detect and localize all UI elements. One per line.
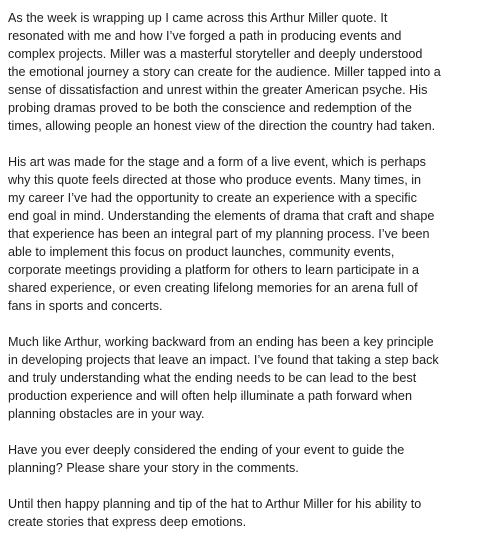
text-line: the emotional journey a story can create for the audience. Miller tapped into a: [8, 65, 441, 79]
text-line: that experience has been an integral part of my planning process. I’ve been: [8, 227, 430, 241]
text-line: fans in sports and concerts.: [8, 299, 163, 313]
text-line: my career I’ve had the opportunity to create an experience with a specific: [8, 191, 417, 205]
text-line: why this quote feels directed at those who produce events. Many times, in: [8, 173, 422, 187]
text-line: Much like Arthur, working backward from an ending has been a key principle: [8, 335, 434, 349]
text-line: sense of dissatisfaction and unrest within the greater American psyche. His: [8, 83, 428, 97]
text-line: Until then happy planning and tip of the hat to Arthur Miller for his ability to: [8, 497, 422, 511]
text-line: resonated with me and how I’ve forged a path in producing events and: [8, 29, 402, 43]
text-line: planning obstacles are in your way.: [8, 407, 205, 421]
paragraph-closing: [8, 495, 478, 531]
text-line: end goal in mind. Understanding the elements of drama that craft and shape: [8, 209, 435, 223]
paragraph-live-event: [8, 153, 478, 315]
text-line: corporate meetings providing a platform for others to learn participate in a: [8, 263, 420, 277]
text-line: shared experience, or even creating lifelong memories for an arena full of: [8, 281, 418, 295]
text-line: complex projects. Miller was a masterful storyteller and deeply understood: [8, 47, 423, 61]
text-line: able to implement this focus on product launches, community events,: [8, 245, 395, 259]
text-line: Have you ever deeply considered the ending of your event to guide the: [8, 443, 405, 457]
text-line: planning? Please share your story in the comments.: [8, 461, 299, 475]
text-line: production experience and will often help illuminate a path forward when: [8, 389, 412, 403]
text-line: and truly understanding what the ending needs to be can lead to the best: [8, 371, 417, 385]
text-line: in developing projects that leave an impact. I’ve found that taking a step back: [8, 353, 439, 367]
text-line: times, allowing people an honest view of the direction the country had taken.: [8, 119, 436, 133]
paragraph-working-backward: [8, 333, 478, 423]
text-line: probing dramas proved to be both the conscience and redemption of the: [8, 101, 412, 115]
paragraph-question: [8, 441, 478, 477]
text-line: His art was made for the stage and a form of a live event, which is perhaps: [8, 155, 426, 169]
paragraph-intro: [8, 9, 478, 135]
text-line: As the week is wrapping up I came across this Arthur Miller quote. It: [8, 11, 388, 25]
text-line: create stories that express deep emotions.: [8, 515, 247, 529]
